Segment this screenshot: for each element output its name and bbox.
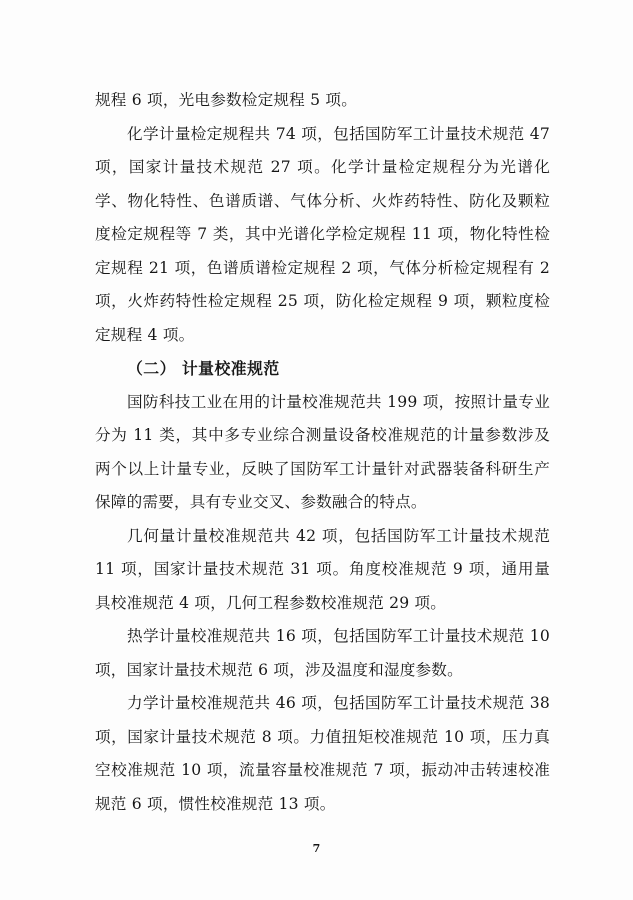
paragraph-mechanical-calibration: 力学计量校准规范共 46 项，包括国防军工计量技术规范 38 项，国家计量技术规范 8 项。力值扭矩校准规范 10 项，压力真空校准规范 10 项，流量容量校准规范 7 项，振动冲击转速校准规范 6 项，惯性校准规范 13 项。 bbox=[95, 694, 550, 813]
section-heading: （二） 计量校准规范 bbox=[127, 359, 280, 378]
page-body bbox=[95, 84, 550, 821]
page-number: 7 bbox=[312, 842, 321, 855]
paragraph-continuation: 规程 6 项，光电参数检定规程 5 项。 bbox=[95, 91, 357, 109]
paragraph-calibration-overview: 国防科技工业在用的计量校准规范共 199 项，按照计量专业分为 11 类，其中多专业综合测量设备校准规范的计量参数涉及两个以上计量专业，反映了国防军工计量针对武器装备科研生产保障的需要，具有专业交叉、参数融合的特点。 bbox=[95, 392, 550, 511]
paragraph-geometric-calibration: 几何量计量校准规范共 42 项，包括国防军工计量技术规范 11 项，国家计量技术规范 31 项。角度校准规范 9 项，通用量具校准规范 4 项，几何工程参数校准规范 29 项。 bbox=[95, 526, 550, 612]
paragraph-thermal-calibration: 热学计量校准规范共 16 项，包括国防军工计量技术规范 10 项，国家计量技术规范 6 项，涉及温度和湿度参数。 bbox=[95, 627, 550, 679]
paragraph-chemical-verification: 化学计量检定规程共 74 项，包括国防军工计量技术规范 47 项，国家计量技术规范 27 项。化学计量检定规程分为光谱化学、物化特性、色谱质谱、气体分析、火炸药特性、防化及颗粒度检定规程等 7 类，其中光谱化学检定规程 11 项，物化特性检定规程 21 项，色谱质谱检定规程 2 项，气体分析检定规程有 2 项，火炸药特性检定规程 25 项，防化检定规程 9 项，颗粒度检定规程 4 项。 bbox=[95, 124, 550, 344]
